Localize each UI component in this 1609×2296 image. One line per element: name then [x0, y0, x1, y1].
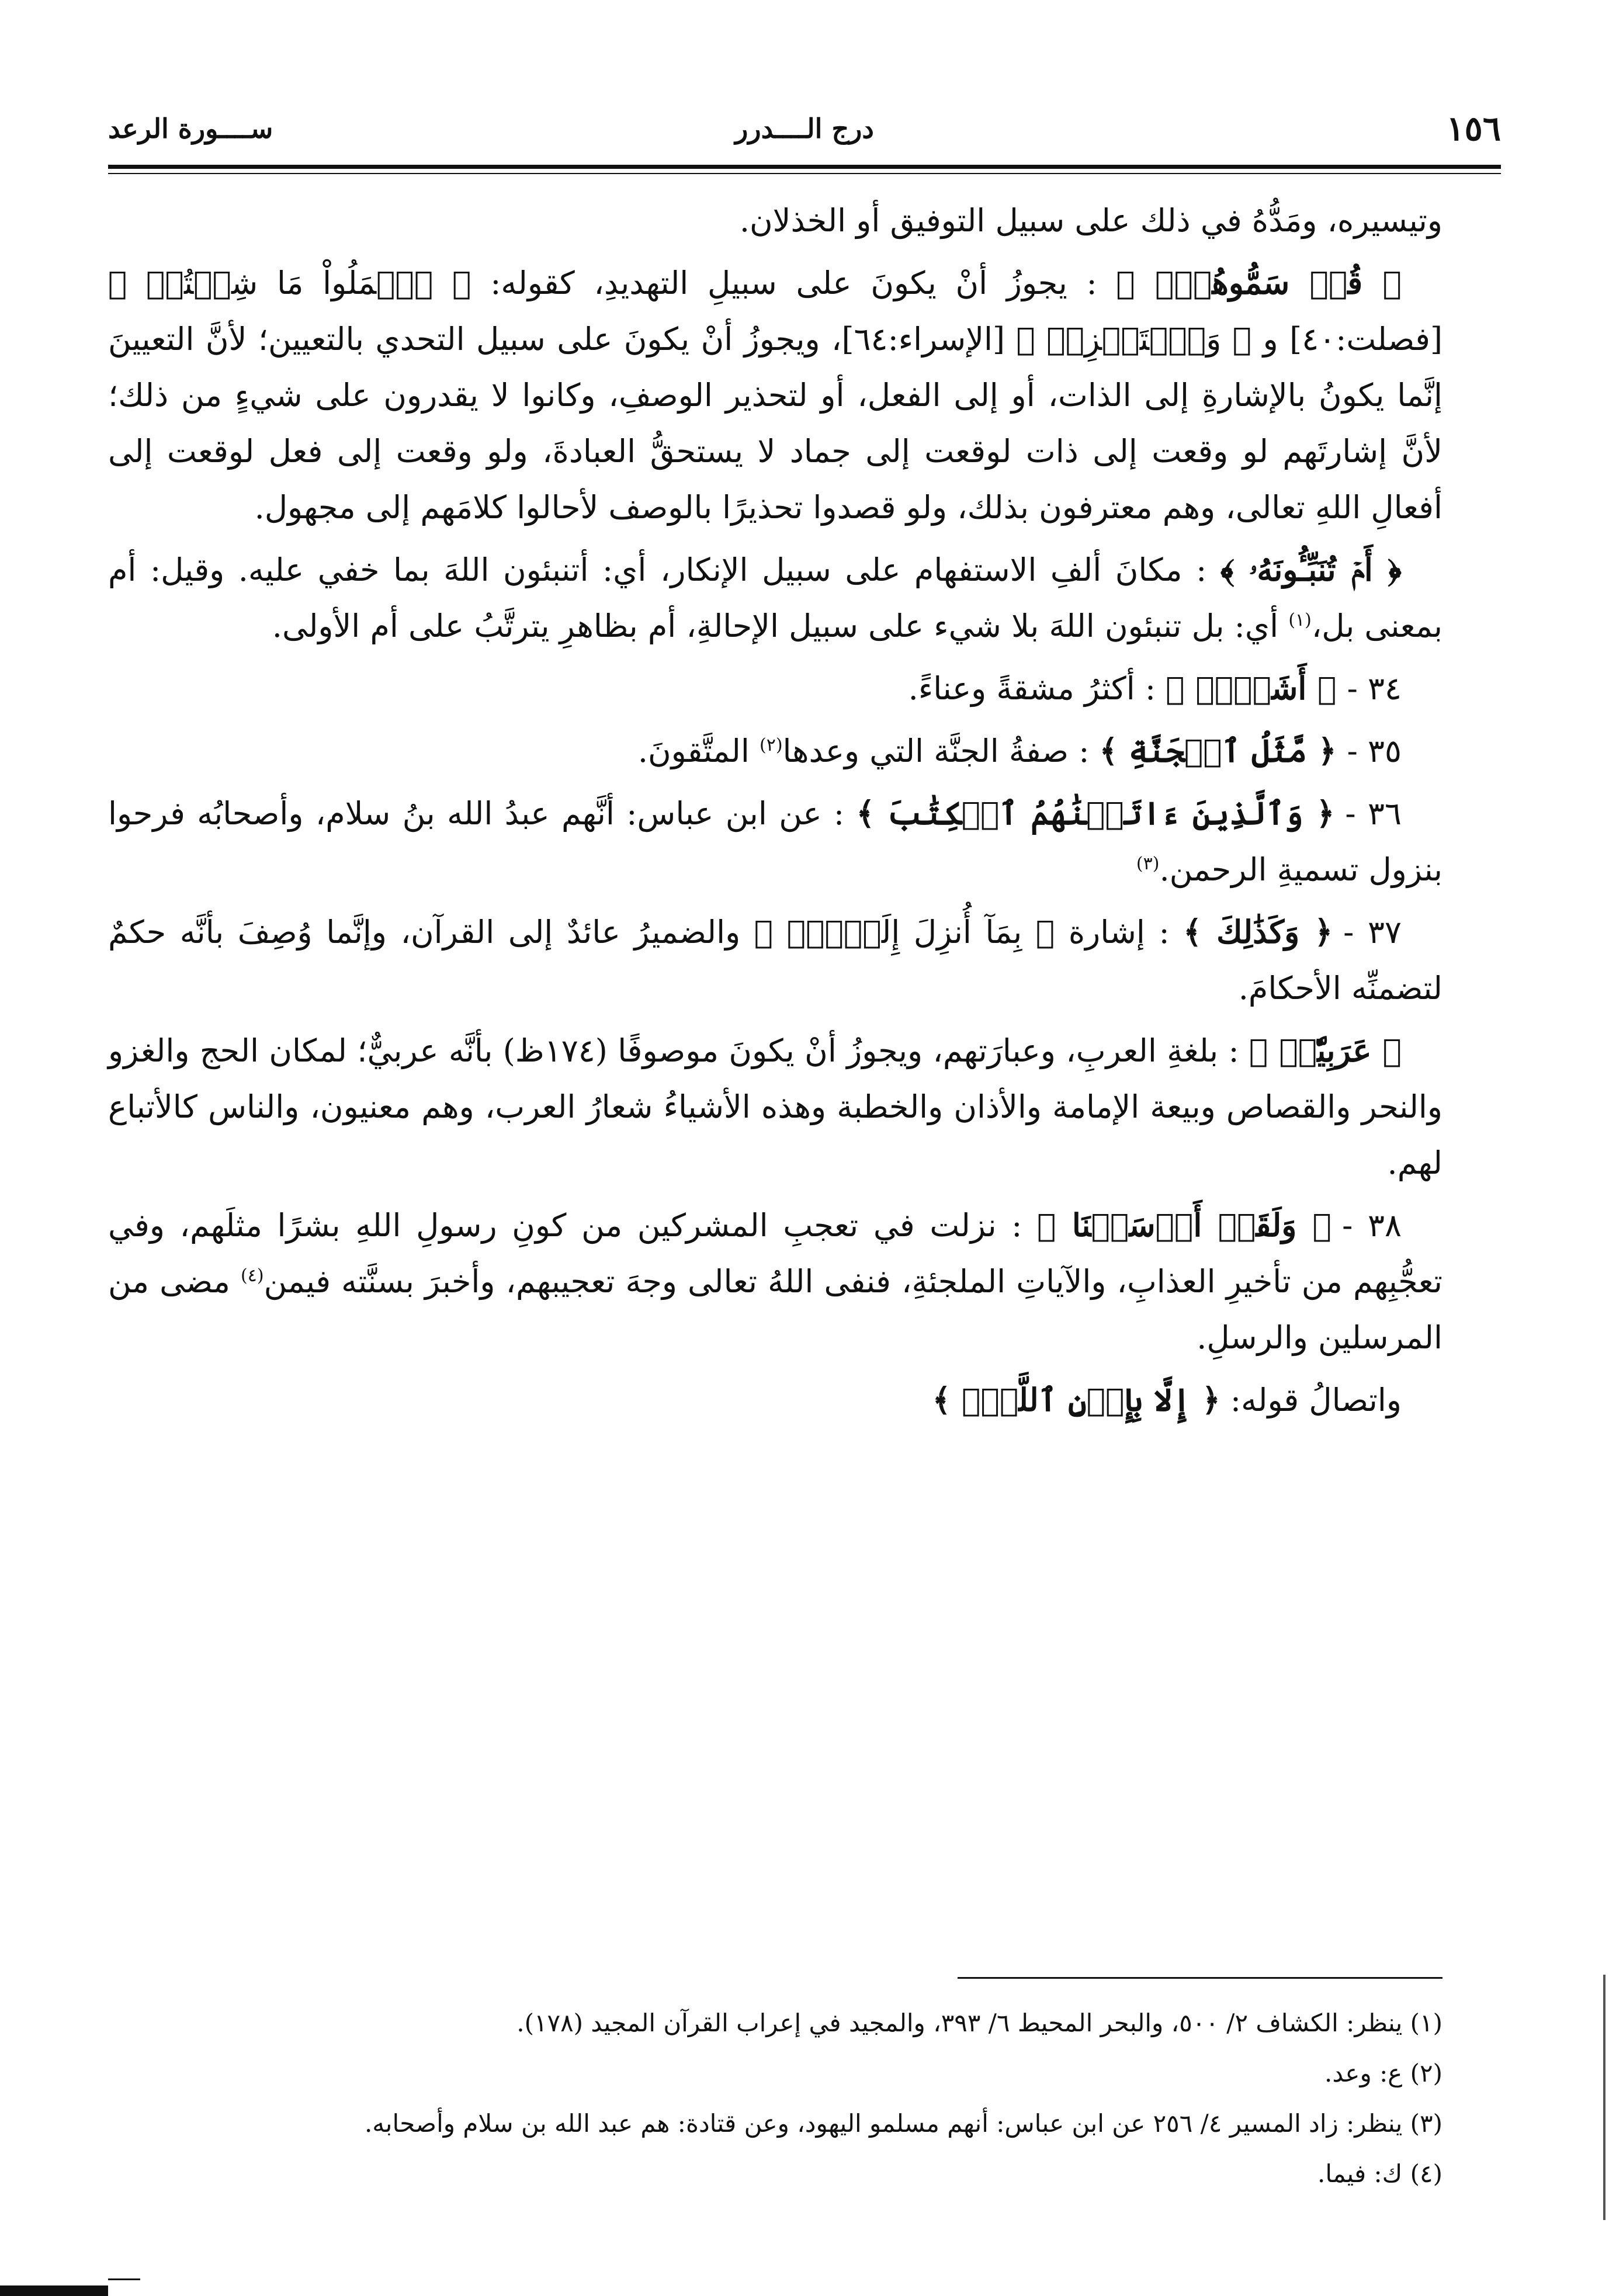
- page-header: [108, 105, 1501, 152]
- quran-quote: ﴿ وَكَذَٰلِكَ ﴾: [1183, 913, 1333, 951]
- paragraph-3: [108, 542, 1442, 654]
- header-rule-thick: [108, 165, 1501, 169]
- footnote-3: (٣) ينظر: زاد المسير ٤/ ٢٥٦ عن ابن عباس: أنهم مسلمو اليهود، وعن قتادة: هم عبد الله بن سلام وأصحابه.: [364, 2109, 1442, 2138]
- quran-quote: ﴿ مَّثَلُ ٱلۡجَنَّةِ ﴾: [1099, 732, 1337, 769]
- paragraph-text: : أكثرُ مشقةً وعناءً.: [908, 670, 1166, 707]
- footnote-ref: (٤): [241, 1265, 264, 1286]
- paragraph-text: : صفةُ الجنَّة التي وعدها: [782, 733, 1100, 769]
- verse-36: [108, 785, 1442, 898]
- verse-number: ٣٨ -: [1342, 1207, 1402, 1244]
- verse-34: [108, 660, 1442, 717]
- paragraph-1: [108, 193, 1442, 249]
- paragraph-text: مضى من المرسلين والرسلِ.: [108, 1263, 1442, 1356]
- surah-title: ســــورة الرعد: [108, 113, 273, 144]
- verse-number: ٣٧ -: [1343, 914, 1402, 951]
- paragraph-text: : يجوزُ أنْ يكونَ على سبيلِ التهديدِ، كقوله: ﴿ ٱعۡمَلُواْ مَا شِئۡتُمۡ ﴾ [فصلت:٤٠] و ﴿ وَٱسۡتَفۡزِزۡ ﴾ [الإسراء:٦٤]، ويجوزُ أنْ يكونَ على سبيل التحدي بالتعيين؛ لأنَّ التعيينَ إنَّما يكونُ بالإشارةِ إلى الذات، أو إلى الفعل، أو لتحذير الوصفِ، وكانوا لا يقدرون على شيءٍ من ذلك؛ لأنَّ إشارتَهم لو وقعت إلى ذات لوقعت إلى جماد لا يستحقُّ العبادةَ، ولو وقعت إلى فعل لوقعت إلى أفعالِ اللهِ تعالى، وهم معترفون بذلك، ولو قصدوا تحذيرًا بالوصف لأحالوا كلامَهم إلى مجهول.: [108, 265, 1443, 526]
- paragraph-text: : إشارة ﴿ بِمَآ أُنزِلَ إِلَيۡكَۖ ﴾ والضميرُ عائدٌ إلى القرآن، وإنَّما وُصِفَ بأنَّه حكمٌ لتضمنِّه الأحكامَ.: [108, 914, 1442, 1007]
- verse-number: ٣٥ -: [1347, 733, 1402, 769]
- quran-quote: ﴿ وَٱلَّذِينَ ءَاتَيۡنَٰهُمُ ٱلۡكِتَٰبَ ﴾: [856, 795, 1335, 832]
- footnote-ref: (٣): [1136, 854, 1160, 874]
- quran-quote: ﴿ أَشَقُّۖ ﴾: [1166, 670, 1337, 707]
- paragraph-2: [108, 255, 1442, 536]
- footnotes: [167, 1998, 1442, 2199]
- book-title: درج الــــدرر: [735, 113, 874, 144]
- footnote-ref: (١): [1288, 610, 1312, 630]
- paragraph-text: : بلغةِ العربِ، وعبارَتهم، ويجوزُ أنْ يكونَ موصوفًا (١٧٤ظ) بأنَّه عربيٌّ؛ لمكان الحج والغزو والنحر والقصاص وبيعة الإمامة والأذان والخطبة وهذه الأشياءُ شعارُ العرب، وهم معنيون، والناس كالأتباع لهم.: [108, 1032, 1442, 1181]
- paragraph-text: أي: بل تنبئون اللهَ بلا شيء على سبيل الإحالةِ، أم بظاهرِ يترتَّبُ على أم الأولى.: [272, 608, 1289, 644]
- verse-number: ٣٤ -: [1347, 670, 1402, 707]
- scan-edge-mark: [108, 2278, 140, 2280]
- verse-number: ٣٦ -: [1345, 795, 1402, 832]
- footnote-1: (١) ينظر: الكشاف ٢/ ٥٠٠، والبحر المحيط ٦/ ٣٩٣، والمجيد في إعراب القرآن المجيد (١٧٨).: [516, 2009, 1442, 2037]
- footnote-separator: [958, 1977, 1442, 1979]
- header-rule-thin: [108, 173, 1501, 174]
- page-number: ١٥٦: [1446, 109, 1501, 148]
- footnote-4: (٤) ك: فيما.: [1317, 2159, 1442, 2188]
- verse-38: [108, 1197, 1442, 1366]
- paragraph-arabiyyan: [108, 1022, 1442, 1191]
- paragraph-text: : نزلت في تعجبِ المشركين من كونِ رسولِ اللهِ بشرًا مثلَهم، وفي تعجُّبِهم من تأخيرِ العذابِ، والآياتِ الملجئةِ، فنفى اللهُ تعالى وجهَ تعجيبهم، وأخبرَ بسنَّته فيمن: [108, 1207, 1443, 1300]
- quran-quote: ﴿ قُلۡ سَمُّوهُمۡۚ ﴾: [1116, 264, 1402, 301]
- scan-edge-mark: [1603, 1975, 1605, 2220]
- quran-quote: ﴿ أَمۡ تُنَبِّـُٔونَهُۥ ﴾: [1220, 551, 1402, 588]
- scan-edge-mark: [0, 2285, 108, 2296]
- quran-quote: ﴿ عَرَبِيّٗاۚ ﴾: [1249, 1032, 1402, 1069]
- paragraph-last: [108, 1372, 1442, 1428]
- verse-35: [108, 723, 1442, 779]
- quran-quote: ﴿ وَلَقَدۡ أَرۡسَلۡنَا ﴾: [1037, 1206, 1332, 1244]
- footnote-ref: (٢): [759, 735, 783, 755]
- verse-37: [108, 904, 1442, 1017]
- main-text: [108, 193, 1442, 1434]
- quran-quote: ﴿ إِلَّا بِإِذۡنِ ٱللَّهِۗ ﴾: [932, 1381, 1220, 1418]
- paragraph-text: واتصالُ قوله:: [1220, 1382, 1402, 1418]
- footnote-2: (٢) ع: وعد.: [1324, 2059, 1442, 2087]
- paragraph-text: المتَّقونَ.: [637, 733, 760, 769]
- paragraph-text: وتيسيره، ومَدُّهُ في ذلك على سبيل التوفيق أو الخذلان.: [739, 202, 1442, 239]
- paragraph-text: : عن ابن عباس: أنَّهم عبدُ الله بنُ سلام، وأصحابُه فرحوا بنزول تسميةِ الرحمن.: [108, 795, 1442, 888]
- paragraph-text: : مكانَ ألفِ الاستفهام على سبيل الإنكار، أي: أتنبئون اللهَ بما خفي عليه. وقيل: أم بمعنى بل،: [108, 552, 1442, 644]
